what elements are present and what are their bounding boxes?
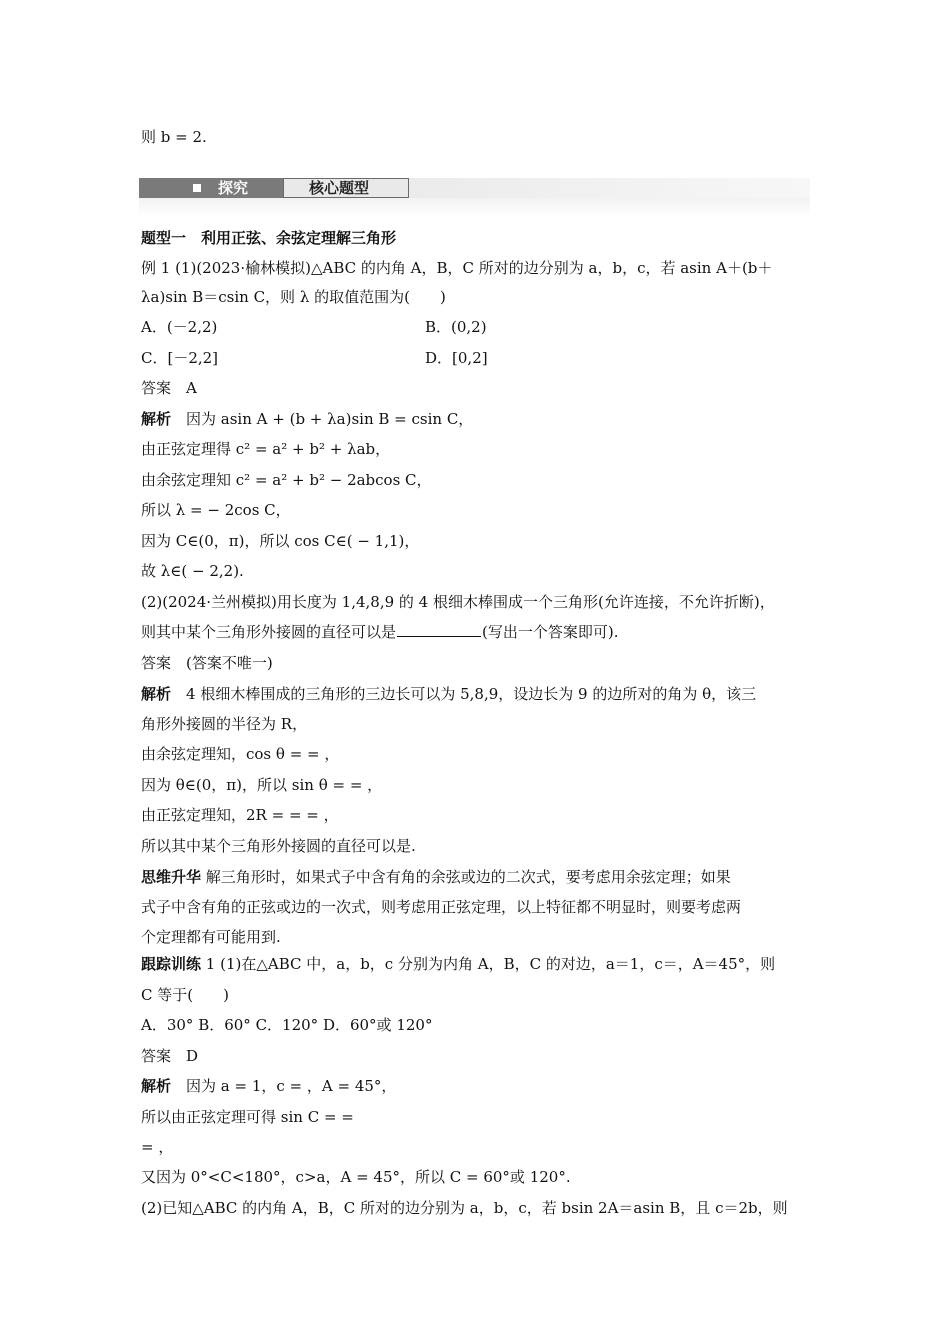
section-heading: 题型一 利用正弦、余弦定理解三角形	[141, 229, 397, 247]
option-c: C．[－2,2]	[141, 349, 219, 367]
text-line: 由正弦定理得 c² = a² + b² + λab，	[141, 440, 391, 458]
analysis-label: 解析	[141, 410, 172, 428]
banner-label-core-types: 核心题型	[309, 179, 370, 197]
option-a: A．(－2,2)	[141, 318, 218, 336]
option-b: B．(0,2)	[425, 318, 487, 336]
option-row	[141, 348, 488, 368]
option-row	[141, 317, 487, 337]
banner-dark-block	[139, 178, 283, 198]
text-line: 由余弦定理知 c² = a² + b² − 2abcos C，	[141, 471, 432, 489]
text-line: 例 1 (1)(2023·榆林模拟)△ABC 的内角 A，B，C 所对的边分别为 a，b，c，若 asin A＋(b＋	[141, 259, 773, 277]
bullet-square-icon	[193, 184, 201, 192]
text-line: (2)已知△ABC 的内角 A，B，C 所对的边分别为 a，b，c，若 bsin 2A＝asin B，且 c＝2b，则	[141, 1199, 788, 1217]
section-banner	[139, 176, 810, 216]
question-text: 则其中某个三角形外接圆的直径可以是	[141, 623, 397, 641]
text-line: 式子中含有角的正弦或边的一次式，则考虑用正弦定理，以上特征都不明显时，则要考虑两	[141, 898, 742, 916]
summary-label: 思维升华	[141, 868, 202, 886]
analysis-label: 解析	[141, 1077, 172, 1095]
text-line: 因为 θ∈(0，π)，所以 sin θ = = ，	[141, 776, 383, 794]
text-line: 因为 C∈(0，π)，所以 cos C∈( − 1,1)，	[141, 532, 420, 550]
text-line: 又因为 0°<C<180°，c>a，A = 45°，所以 C = 60°或 120°.	[141, 1168, 571, 1186]
text-line: 由余弦定理知，cos θ = = ，	[141, 745, 340, 763]
answer-line: 答案 D	[141, 1047, 199, 1065]
summary-line	[141, 867, 731, 887]
banner-shadow	[139, 198, 810, 216]
answer-line: 答案 (答案不唯一)	[141, 654, 273, 672]
text-line: λa)sin B＝csin C，则 λ 的取值范围为( )	[141, 288, 446, 306]
answer-line: 答案 A	[141, 379, 197, 397]
analysis-line	[141, 684, 756, 704]
text-line: 由正弦定理知，2R = = = ，	[141, 806, 339, 824]
practice-label: 跟踪训练	[141, 955, 202, 973]
analysis-text: 4 根细木棒围成的三角形的三边长可以为 5,8,9，设边长为 9 的边所对的角为 θ，该三	[171, 685, 757, 703]
analysis-text: 因为 a = 1，c = ，A = 45°，	[171, 1077, 397, 1095]
practice-line	[141, 954, 775, 974]
answer-blank	[397, 622, 481, 637]
text-line: 所以由正弦定理可得 sin C = =	[141, 1108, 354, 1126]
analysis-line	[141, 409, 473, 429]
analysis-text: 因为 asin A + (b + λa)sin B = csin C，	[171, 410, 474, 428]
analysis-line	[141, 1076, 396, 1096]
text-line: C 等于( )	[141, 986, 229, 1004]
practice-text: 1 (1)在△ABC 中，a，b，c 分别为内角 A，B，C 的对边，a＝1，c＝，A＝45°，则	[201, 955, 776, 973]
option-row: A．30° B．60° C．120° D．60°或 120°	[141, 1016, 433, 1034]
summary-text: 解三角形时，如果式子中含有角的余弦或边的二次式，要考虑用余弦定理；如果	[201, 868, 731, 886]
analysis-label: 解析	[141, 685, 172, 703]
text-line: 故 λ∈( − 2,2).	[141, 562, 244, 580]
text-line: 角形外接圆的半径为 R，	[141, 715, 308, 733]
banner-label-explore: 探究	[218, 179, 249, 197]
option-d: D．[0,2]	[425, 349, 488, 367]
text-line	[141, 622, 619, 642]
text-line: (2)(2024·兰州模拟)用长度为 1,4,8,9 的 4 根细木棒围成一个三角形(允许连接，不允许折断)，	[141, 593, 775, 611]
text-line: 所以其中某个三角形外接圆的直径可以是.	[141, 837, 416, 855]
text-line: 所以 λ = − 2cos C，	[141, 501, 291, 519]
text-line: 则 b = 2.	[141, 128, 207, 146]
question-text-tail: (写出一个答案即可).	[482, 623, 619, 641]
text-line: = ，	[141, 1138, 174, 1156]
text-line: 个定理都有可能用到.	[141, 928, 281, 946]
